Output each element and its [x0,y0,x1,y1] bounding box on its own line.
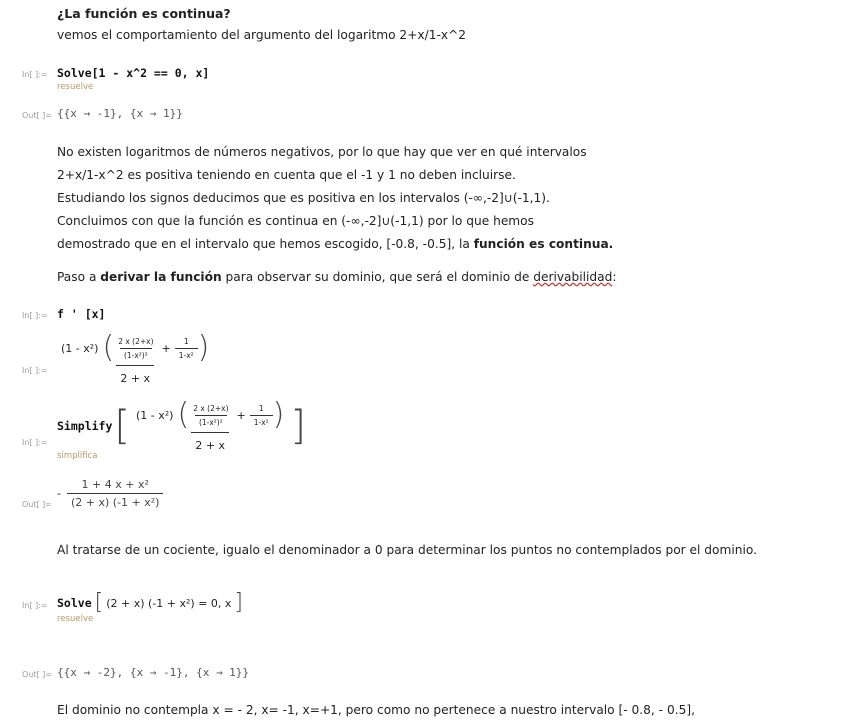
out-label: Out[ ]= [22,670,52,679]
outer-denominator: 2 + x [191,432,229,452]
result-numerator: 1 + 4 x + x² [81,478,149,491]
code-hint-simplifica: simplifica [57,451,98,461]
code-hint-resuelve: resuelve [57,614,94,624]
bold-derivar: derivar la función [100,270,222,284]
one-numerator: 1 [258,403,264,413]
paragraph-text: : [612,270,617,284]
paragraph-cociente: Al tratarse de un cociente, igualo el denominador a 0 para determinar los puntos no contemplados por el dominio. [57,543,757,557]
intro-text: vemos el comportamiento del argumento del logaritmo 2+x/1-x^2 [57,28,467,42]
paragraph-line [57,237,613,251]
derivative-expression[interactable]: (1 - x²) ( $\frac{2 x (2+x)}{\text{(1-x²)²}}$ + $\frac{1}{\text{1-x²}}$ ) 2 + x [61,330,210,385]
in-label: In[ ]:= [22,438,48,447]
one-denominator: 1-x² [175,348,198,360]
simplify-output [57,478,163,509]
simplify-function: Simplify [57,419,113,433]
outer-denominator: 2 + x [116,365,154,385]
paragraph-text: Paso a [57,270,101,284]
paragraph-line: 2+x/1-x^2 es positiva teniendo en cuenta que el -1 y 1 no deben incluirse. [57,168,516,182]
paragraph-derivar [57,270,616,284]
bold-conclusion: función es continua. [473,237,614,251]
derivative-input[interactable]: f ' [x] [57,307,106,321]
plus-sign: + [236,408,246,422]
paragraph-dominio: El dominio no contempla x = - 2, x= -1, x=+1, pero como no pertenece a nuestro intervalo [- 0.8, - 0.5], [57,703,695,717]
equation: (2 + x) (-1 + x²) = 0, x [106,596,232,610]
solve-input-1[interactable]: Solve[1 - x^2 == 0, x] [57,66,210,80]
minus-sign: - [57,487,61,500]
section-heading: ¿La función es continua? [57,6,231,21]
factor-term: (1 - x²) [136,408,174,422]
spellcheck-word: derivabilidad [533,270,613,284]
out-label: Out[ ]= [22,500,52,509]
paragraph-line: Estudiando los signos deducimos que es positiva en los intervalos (-∞,-2]∪(-1,1). [57,191,550,205]
solve-input-2[interactable]: Solve [ (2 + x) (-1 + x²) = 0, x ] [57,590,244,615]
solve-output-1: {{x → -1}, {x → 1}} [57,107,183,120]
in-label: In[ ]:= [22,70,48,79]
in-label: In[ ]:= [22,366,48,375]
code-hint-resuelve: resuelve [57,82,94,92]
inner-numerator: 2 x (2+x) [193,403,229,413]
result-denominator: (2 + x) (-1 + x²) [67,493,163,509]
paragraph-line: No existen logaritmos de números negativos, por lo que hay que ver en qué intervalos [57,145,587,159]
paragraph-line: Concluimos con que la función es continua en (-∞,-2]∪(-1,1) por lo que hemos [57,214,534,228]
one-denominator: 1-x² [250,415,273,427]
simplify-input[interactable]: Simplify [ (1 - x²) ( $\frac{2 x (2+x)}{\text{(1-x²)²}}$ + $\frac{1}{\text{1-x²}}$ ) 2 + x ] [57,397,306,452]
out-label: Out[ ]= [22,111,52,120]
in-label: In[ ]:= [22,311,48,320]
solve-output-2: {{x → -2}, {x → -1}, {x → 1}} [57,666,250,679]
in-label: In[ ]:= [22,601,48,610]
paragraph-text: para observar su dominio, que será el dominio de [221,270,534,284]
inner-denominator: (1-x²)² [195,415,227,427]
paragraph-text: demostrado que en el intervalo que hemos escogido, [-0.8, -0.5], la [57,237,474,251]
inner-denominator: (1-x²)² [120,348,152,360]
plus-sign: + [161,341,171,355]
inner-numerator: 2 x (2+x) [118,336,154,346]
solve-function: Solve [57,596,92,610]
factor-term: (1 - x²) [61,341,99,355]
one-numerator: 1 [183,336,189,346]
